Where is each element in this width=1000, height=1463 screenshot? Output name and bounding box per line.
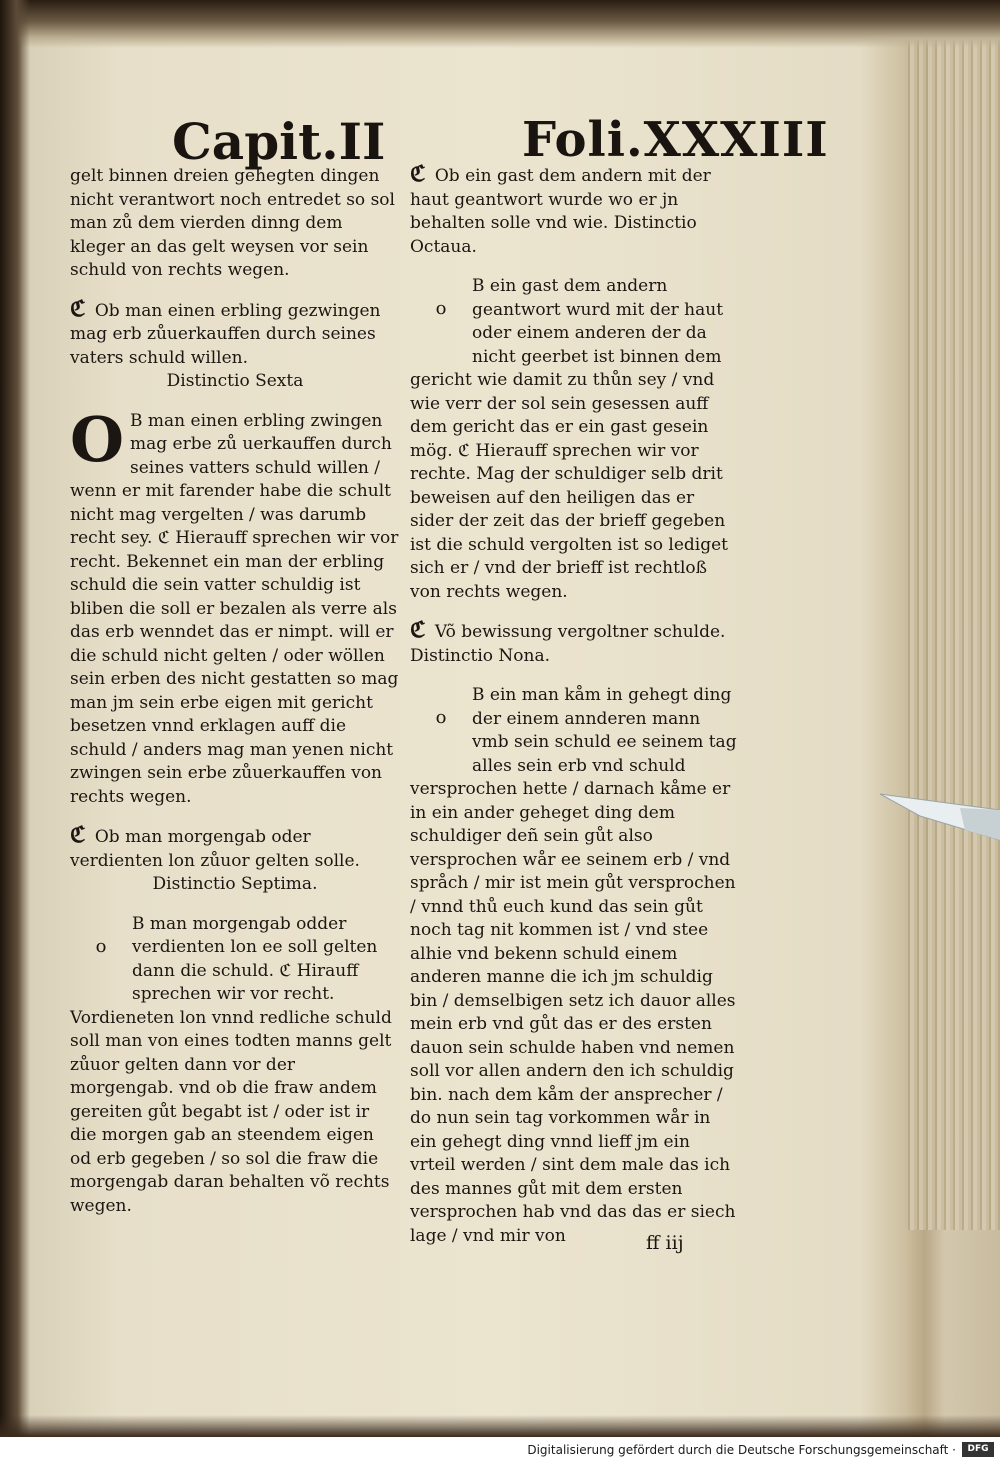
- guide-letter: o: [435, 298, 447, 319]
- section-heading: [70, 824, 400, 897]
- section-heading: [410, 619, 740, 668]
- paragraph: [70, 913, 400, 1219]
- section-heading: [410, 163, 740, 259]
- right-column: [410, 163, 740, 1263]
- bottom-edge: [0, 1415, 1000, 1437]
- pilcrow-icon: ℭ: [70, 295, 86, 322]
- pilcrow-icon: ℭ: [410, 161, 426, 187]
- paragraph-text: B ein man kåm in gehegt ding der einem annderen mann vmb sein schuld ee seinem tag alles sein erb vnd schuld versprochen hette / darnach kåme er in ein ander geheget ding dem schuldiger deñ sein gůt also versprochen wår ee seinem erb / vnd språch / mir ist mein gůt versprochen / vnnd thů euch kund das sein gůt noch tag nit kommen ist / vnd stee alhie vnd bekenn schuld einem anderen manne die ich jm schuldig bin / demselbigen setz ich dauor alles mein erb vnd gůt das er des ersten dauon sein schulde haben vnd nemen soll vor allen andern den ich schuldig bin. nach dem kåm der ansprecher / do nun sein tag vorkommen wår in ein gehegt ding vnnd lieff jm ein vrteil werden / sint dem male das ich des mannes gůt mit dem ersten versprochen hab vnd das das er siech lage / vnd mir von: [410, 685, 737, 1246]
- paragraph-text: B man einen erbling zwingen mag erbe zů uerkauffen durch seines vatters schuld willen / wenn er mit farender habe die schult nicht mag vergelten / was darumb recht sey. ℭ Hierauff sprechen wir vor recht. Bekennet ein man der erbling schuld die sein vatter schuldig ist bliben die soll er bezalen als verre als das erb wenndet das er nimpt. will er die schuld nicht gelten / oder wöllen sein erben des nicht gestatten so mag man jm sein erbe eigen mit gericht besetzen vnnd erklagen auff die schuld / anders mag man yenen nicht zwingen sein erbe zůuerkauffen von rechts wegen.: [70, 410, 399, 807]
- page-pointer-icon: [880, 780, 1000, 850]
- heading-text: Ob man einen erbling gezwingen mag erb zůuerkauffen durch seines vaters schuld willen.: [70, 300, 381, 368]
- drop-capital: O: [70, 402, 125, 476]
- binding-shadow: [0, 0, 30, 1437]
- guide-letter: o: [95, 935, 107, 957]
- distinctio-label: Distinctio Septima.: [152, 874, 318, 894]
- paragraph-text: B man morgengab odder verdienten lon ee soll gelten dann die schuld. ℭ Hirauff sprechen wir vor recht. Vordieneten lon vnnd redliche schuld soll man von eines todten manns gelt zůuor gelten dann vor der morgengab. vnd ob die fraw andem gereiten gůt begabt ist / oder ist ir die morgen gab an steendem eigen od erb gegeben / so sol die fraw die morgengab daran behalten võ rechts wegen.: [70, 913, 392, 1216]
- left-column: [70, 165, 400, 1233]
- pilcrow-icon: ℭ: [410, 617, 426, 643]
- paragraph-text: B ein gast dem andern geantwort wurd mit der haut oder einem anderen der da nicht geerbet ist binnen dem gericht wie damit zu thůn sey / vnd wie verr der sol sein gesessen auff dem gericht das er ein gast gesein mög. ℭ Hierauff sprechen wir vor rechte. Mag der schuldiger selb drit beweisen auf den heiligen das er sider der zeit das der brieff gegeben ist die schuld vergolten ist so lediget sich er / vnd der brieff ist rechtloß von rechts wegen.: [410, 276, 728, 602]
- section-heading: [70, 295, 400, 394]
- paragraph: [410, 684, 740, 1248]
- top-edge: [0, 0, 1000, 48]
- dfg-logo: DFG: [962, 1442, 994, 1457]
- running-head-left: Capit.II: [172, 112, 386, 171]
- paragraph: gelt binnen dreien gehegten dingen nicht verantwort noch entredet so sol man zů dem vierden dinng dem kleger an das gelt weysen vor sein schuld von rechts wegen.: [70, 166, 395, 280]
- pilcrow-icon: ℭ: [70, 822, 86, 848]
- heading-text: Ob man morgengab oder verdienten lon zůuor gelten solle.: [70, 827, 360, 871]
- funding-credit: Digitalisierung gefördert durch die Deutsche Forschungsgemeinschaft ·: [527, 1443, 956, 1457]
- footer-bar: [0, 1437, 1000, 1463]
- heading-text: Võ bewissung vergoltner schulde. Distinctio Nona.: [410, 622, 726, 666]
- signature-mark: ff iij: [646, 1232, 684, 1254]
- guide-letter: o: [435, 707, 447, 728]
- heading-text: Ob ein gast dem andern mit der haut geantwort wurde wo er jn behalten solle vnd wie. Distinctio Octaua.: [410, 166, 711, 257]
- page-edges: [905, 30, 1000, 1230]
- paragraph: [70, 402, 400, 810]
- distinctio-label: Distinctio Sexta: [166, 371, 304, 391]
- running-head-right: Foli.XXXIII: [522, 112, 829, 168]
- paragraph: [410, 275, 740, 604]
